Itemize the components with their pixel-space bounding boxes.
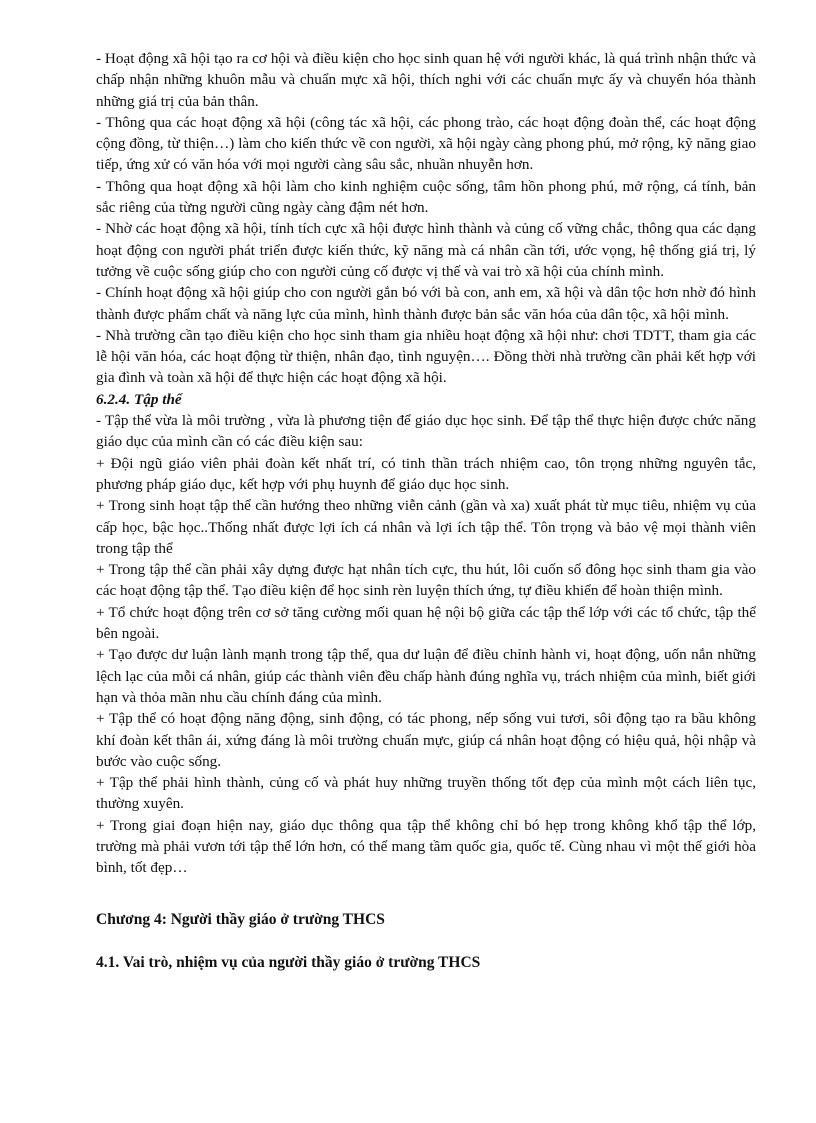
section-title: 4.1. Vai trò, nhiệm vụ của người thầy giáo ở trường THCS	[96, 953, 481, 971]
paragraph: + Tập thể phải hình thành, củng cố và phát huy những truyền thống tốt đẹp của mình một cách liên tục, thường xuyên.	[96, 774, 756, 813]
paragraph: - Thông qua các hoạt động xã hội (công tác xã hội, các phong trào, các hoạt động đoàn thể, các hoạt động cộng đồng, từ thiện…) làm cho kiến thức về con người, xã hội ngày càng phong phú, mở rộng, kỹ năng giao tiếp, ứng xử có văn hóa với mọi người càng sâu sắc, nhuần nhuyễn hơn.	[96, 113, 756, 174]
paragraph: + Tập thể có hoạt động năng động, sinh động, có tác phong, nếp sống vui tươi, sôi động tạo ra bầu không khí đoàn kết thân ái, xứng đáng là môi trường chuẩn mực, giúp cá nhân hoạt động có hiệu quả, hội nhập và bước vào cuộc sống.	[96, 710, 756, 770]
section-subheading: 6.2.4. Tập thể	[96, 390, 182, 408]
paragraph: + Trong tập thể cần phải xây dựng được hạt nhân tích cực, thu hút, lôi cuốn số đông học sinh tham gia vào các hoạt động tập thể. Tạo điều kiện để học sinh rèn luyện thích ứng, tự điều khiển để hoàn thiện mình.	[96, 561, 756, 600]
paragraph: - Hoạt động xã hội tạo ra cơ hội và điều kiện cho học sinh quan hệ với người khác, là quá trình nhận thức và chấp nhận những khuôn mẫu và chuẩn mực xã hội, thích nghi với các chuẩn mực ấy và chuyển hóa thành những giá trị của bản thân.	[96, 50, 756, 110]
paragraph: + Tổ chức hoạt động trên cơ sở tăng cường mối quan hệ nội bộ giữa các tập thể lớp với các tổ chức, tập thể bên ngoài.	[96, 603, 756, 643]
paragraph: - Tập thể vừa là môi trường , vừa là phương tiện để giáo dục học sinh. Để tập thể thực hiện được chức năng giáo dục của mình cần có các điều kiện sau:	[96, 412, 756, 451]
paragraph: + Trong giai đoạn hiện nay, giáo dục thông qua tập thể không chỉ bó hẹp trong không khổ tập thể lớp, trường mà phải vươn tới tập thể lớn hơn, có thể mang tầm quốc gia, quốc tế. Cùng nhau vì một thế giới hòa bình, tốt đẹp…	[96, 816, 756, 877]
paragraph: + Trong sinh hoạt tập thể cần hướng theo những viễn cảnh (gần và xa) xuất phát từ mục tiêu, nhiệm vụ của cấp học, bậc học..Thống nhất được lợi ích cá nhân và lợi ích tập thể. Tôn trọng và bảo vệ mọi thành viên trong tập thể	[96, 497, 756, 557]
paragraph: - Nhà trường cần tạo điều kiện cho học sinh tham gia nhiều hoạt động xã hội như: chơi TDTT, tham gia các lễ hội văn hóa, các hoạt động từ thiện, nhân đạo, tình nguyện…. Đồng thời nhà trường cần phải kết hợp với gia đình và toàn xã hội để thực hiện các hoạt động xã hội.	[96, 326, 756, 387]
chapter-title: Chương 4: Người thầy giáo ở trường THCS	[96, 910, 385, 928]
paragraph: + Tạo được dư luận lành mạnh trong tập thể, qua dư luận để điều chỉnh hành vi, hoạt động, uốn nắn những lệch lạc của mỗi cá nhân, giúp các thành viên đều chấp hành đúng nghĩa vụ, trách nhiệm của mình, biết giới hạn và thỏa mãn nhu cầu chính đáng của mình.	[96, 646, 756, 706]
paragraph: - Chính hoạt động xã hội giúp cho con người gắn bó với bà con, anh em, xã hội và dân tộc hơn nhờ đó hình thành được phẩm chất và năng lực của mình, hình thành được bản sắc văn hóa của dân tộc, xã hội mình.	[96, 284, 756, 323]
paragraph: + Đội ngũ giáo viên phải đoàn kết nhất trí, có tinh thần trách nhiệm cao, tôn trọng những nguyên tắc, phương pháp giáo dục, kết hợp với phụ huynh để giáo dục học sinh.	[96, 454, 756, 493]
paragraph: - Thông qua hoạt động xã hội làm cho kinh nghiệm cuộc sống, tâm hồn phong phú, mở rộng, cá tính, bản sắc riêng của từng người cũng ngày càng đậm nét hơn.	[96, 177, 756, 217]
paragraph: - Nhờ các hoạt động xã hội, tính tích cực xã hội được hình thành và củng cố vững chắc, thông qua các dạng hoạt động con người phát triển được kiến thức, kỹ năng mà cá nhân cần tới, ước vọng, hệ thống giá trị, lý tưởng về cuộc sống giúp cho con người củng cố được vị thế và vai trò xã hội của chính mình.	[96, 220, 756, 280]
